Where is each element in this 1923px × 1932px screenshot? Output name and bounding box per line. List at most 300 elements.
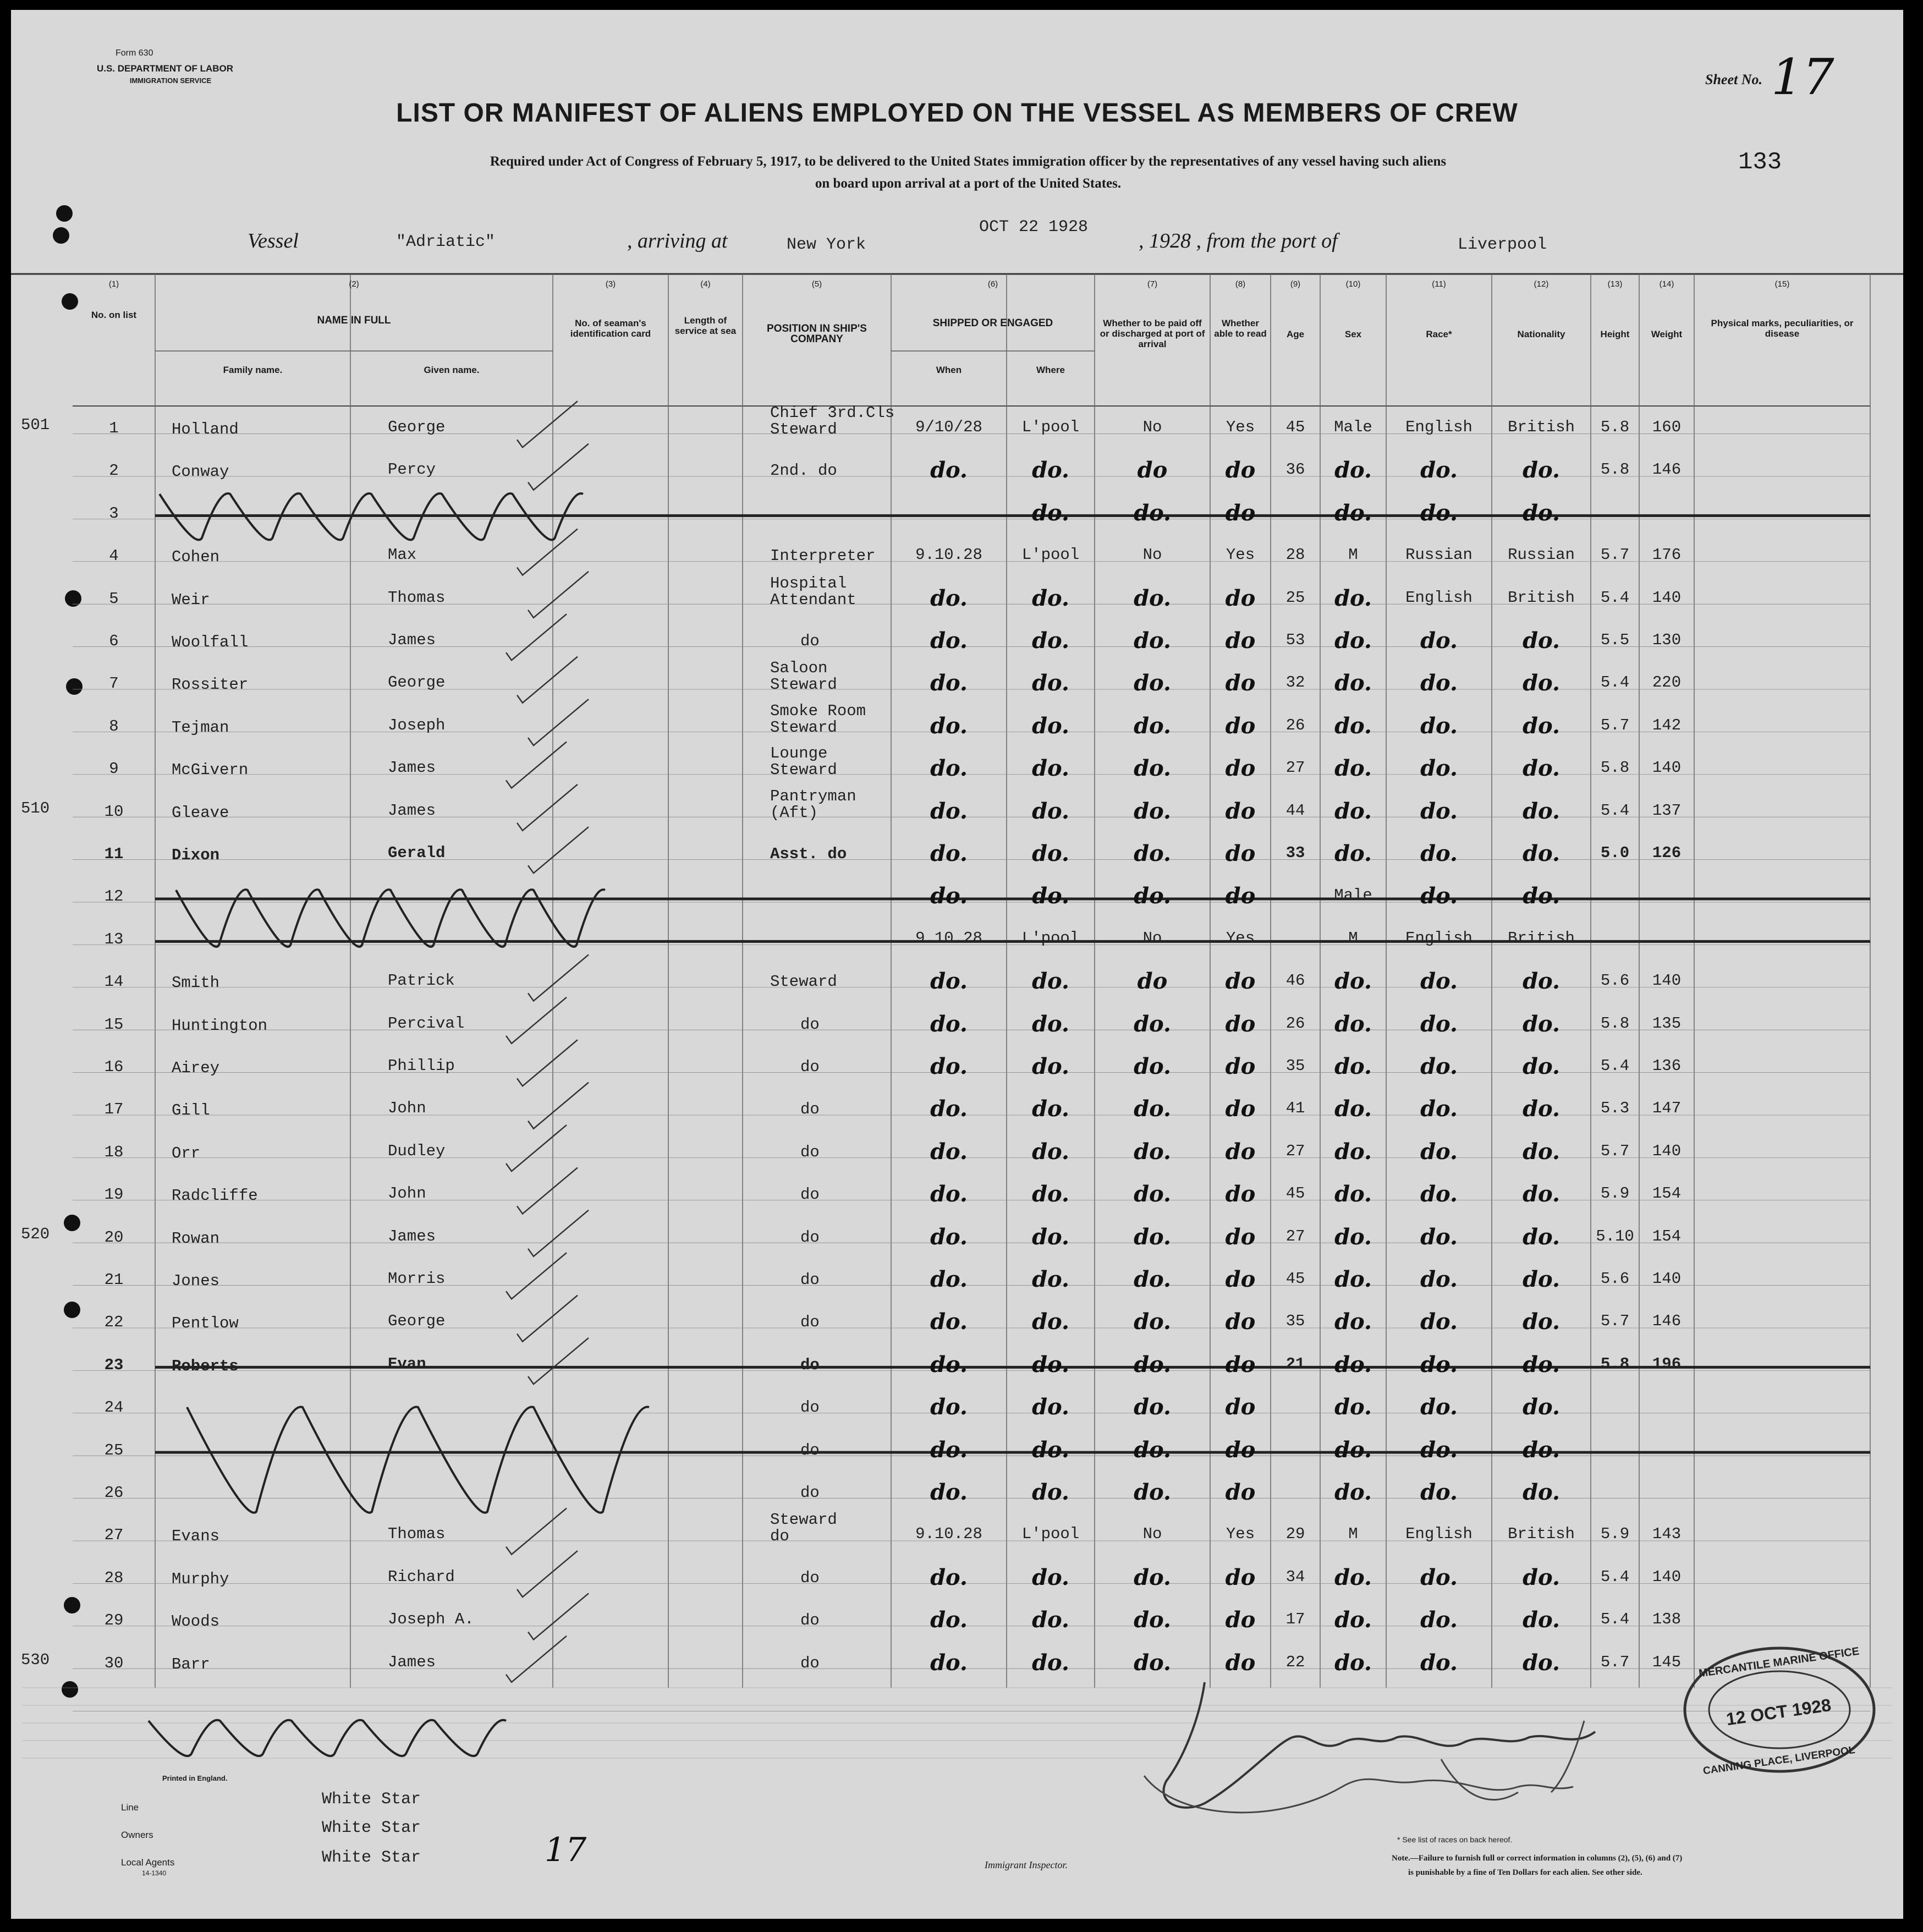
cell-nationality: do. <box>1523 1138 1560 1165</box>
cell-position: do <box>800 1228 820 1247</box>
cell-race: do. <box>1420 1479 1458 1505</box>
cell-sex: do. <box>1334 585 1372 611</box>
cell-family: Rowan <box>172 1229 220 1248</box>
penalty-note-1: Note.—Failure to furnish full or correct information in columns (2), (5), (6) and (7) <box>1392 1854 1683 1863</box>
cell-age: 46 <box>1285 972 1305 990</box>
cell-height: 5.8 <box>1600 460 1630 479</box>
page-number: 133 <box>1738 149 1782 176</box>
cell-weight: 154 <box>1652 1227 1682 1245</box>
cell-weight: 147 <box>1652 1099 1682 1118</box>
cell-read: do <box>1225 755 1256 782</box>
cell-race: do. <box>1420 1564 1458 1590</box>
cell-nationality: Russian <box>1508 546 1575 564</box>
cell-family: Woolfall <box>172 633 249 651</box>
cell-where: do. <box>1032 500 1069 526</box>
cell-paid: do. <box>1134 1649 1171 1676</box>
cell-nationality: do. <box>1523 457 1560 484</box>
cell-weight: 140 <box>1652 972 1682 990</box>
cell-age: 17 <box>1285 1610 1305 1629</box>
cell-when: do. <box>930 457 968 484</box>
cell-race: do. <box>1420 712 1458 739</box>
cell-weight: 160 <box>1652 418 1682 436</box>
cell-where: do. <box>1032 1053 1069 1079</box>
cell-age: 22 <box>1285 1653 1305 1671</box>
cell-paid: do. <box>1134 628 1171 654</box>
cell-weight: 196 <box>1652 1354 1682 1373</box>
cell-no: 15 <box>104 1015 124 1034</box>
cell-family: Dixon <box>172 846 220 864</box>
cell-no: 7 <box>109 674 119 693</box>
stamp-top: MERCANTILE MARINE OFFICE <box>1697 1645 1860 1680</box>
cell-position: do <box>800 1313 820 1332</box>
cell-where: do. <box>1032 1096 1069 1122</box>
cell-age: 26 <box>1285 1014 1305 1033</box>
cell-no: 8 <box>109 717 119 736</box>
cell-sex: do. <box>1334 755 1372 782</box>
owners-value: White Star <box>322 1819 421 1837</box>
column-header: No. of seaman's identification card <box>570 318 651 339</box>
column-header: (9) <box>1290 279 1301 289</box>
cell-sex: do. <box>1334 1649 1372 1676</box>
cell-when: 9.10.28 <box>915 1525 982 1544</box>
cell-weight: 176 <box>1652 546 1682 564</box>
cell-height: 5.8 <box>1600 1014 1630 1033</box>
cell-given: James <box>388 759 436 777</box>
cell-no: 18 <box>104 1143 124 1161</box>
cell-position2: Steward <box>770 420 837 438</box>
cell-sex: M <box>1348 546 1358 564</box>
cell-sex: do. <box>1334 1436 1372 1463</box>
cell-where: do. <box>1032 1436 1069 1463</box>
cell-race: do. <box>1420 798 1458 824</box>
cell-age: 53 <box>1285 631 1305 649</box>
cell-when: do. <box>930 628 968 654</box>
agents-value: White Star <box>322 1848 421 1867</box>
margin-number: 530 <box>21 1650 50 1669</box>
margin-number: 520 <box>21 1225 50 1243</box>
cell-weight: 140 <box>1652 759 1682 777</box>
stamp-bottom: CANNING PLACE, LIVERPOOL <box>1702 1744 1856 1777</box>
cell-position: do <box>800 1484 820 1502</box>
cell-position: do <box>800 1355 820 1374</box>
subtitle-line1: Required under Act of Congress of February 5, 1917, to be delivered to the United States immigration officer by the representatives of any vessel having such aliens <box>490 154 1447 169</box>
cell-read: do <box>1225 457 1256 484</box>
cell-age: 32 <box>1285 673 1305 692</box>
cell-family: Barr <box>172 1655 210 1673</box>
cell-height: 5.7 <box>1600 716 1630 734</box>
cell-no: 23 <box>104 1355 124 1374</box>
agents-label: Local Agents <box>121 1857 175 1868</box>
cell-when: do. <box>930 1096 968 1122</box>
cell-when: do. <box>930 1223 968 1250</box>
cell-paid: do. <box>1134 670 1171 696</box>
cell-where: do. <box>1032 968 1069 995</box>
cell-race: do. <box>1420 841 1458 866</box>
cell-position: Pantryman <box>770 787 856 805</box>
cell-race: do. <box>1420 883 1458 909</box>
cell-sex: do. <box>1334 1564 1372 1590</box>
cell-paid: No <box>1142 929 1162 947</box>
cell-when: 9.10.28 <box>915 546 982 564</box>
column-header: (5) <box>811 279 822 289</box>
cell-paid: do. <box>1134 798 1171 824</box>
cell-paid: do. <box>1134 1011 1171 1037</box>
cell-age: 26 <box>1285 716 1305 734</box>
column-header: (14) <box>1659 279 1674 289</box>
cell-age: 21 <box>1285 1354 1305 1373</box>
cell-race: do. <box>1420 1266 1458 1292</box>
cell-no: 29 <box>104 1611 124 1630</box>
cell-height: 5.7 <box>1600 546 1630 564</box>
cell-position: do <box>800 1441 820 1459</box>
cell-height: 5.9 <box>1600 1184 1630 1203</box>
cell-where: do. <box>1032 798 1069 824</box>
cell-given: Thomas <box>388 588 446 607</box>
cell-sex: do. <box>1334 712 1372 739</box>
cell-no: 27 <box>104 1526 124 1545</box>
cell-no: 13 <box>104 930 124 948</box>
cell-race: do. <box>1420 670 1458 696</box>
cell-no: 2 <box>109 462 119 480</box>
cell-paid: do. <box>1134 883 1171 909</box>
cell-where: do. <box>1032 1138 1069 1165</box>
cell-no: 25 <box>104 1441 124 1459</box>
cell-read: do <box>1225 670 1256 696</box>
cell-sex: do. <box>1334 1351 1372 1377</box>
cell-read: do <box>1225 1351 1256 1377</box>
cell-given: Percival <box>388 1014 465 1033</box>
cell-family: Evans <box>172 1527 220 1546</box>
cell-no: 22 <box>104 1313 124 1332</box>
inspector-signature <box>1133 1677 1650 1831</box>
cell-where: do. <box>1032 670 1069 696</box>
cell-read: do <box>1225 712 1256 739</box>
cell-age: 27 <box>1285 1227 1305 1245</box>
cell-height: 5.4 <box>1600 801 1630 820</box>
cell-paid: do. <box>1134 841 1171 866</box>
date-stamp: OCT 22 1928 <box>979 218 1089 237</box>
cell-nationality: do. <box>1523 1479 1560 1505</box>
cell-given: Richard <box>388 1567 455 1586</box>
column-header: Given name. <box>424 365 480 375</box>
cell-when: do. <box>930 1649 968 1676</box>
cell-sex: do. <box>1334 1309 1372 1335</box>
cell-position2: do <box>770 1527 789 1546</box>
cell-nationality: do. <box>1523 755 1560 782</box>
cell-given: Joseph A. <box>388 1610 474 1629</box>
cell-where: do. <box>1032 1394 1069 1420</box>
cell-paid: do. <box>1134 1053 1171 1079</box>
cell-nationality: do. <box>1523 1351 1560 1377</box>
cell-position: Chief 3rd.Cls <box>770 404 895 422</box>
cell-sex: M <box>1348 1525 1358 1544</box>
cell-no: 21 <box>104 1271 124 1289</box>
cell-weight: 135 <box>1652 1014 1682 1033</box>
cell-age: 29 <box>1285 1525 1305 1544</box>
cell-position: Steward <box>770 973 837 991</box>
cell-given: Max <box>388 546 417 564</box>
cell-read: do <box>1225 1564 1256 1590</box>
column-header: (13) <box>1607 279 1623 289</box>
cell-given: Joseph <box>388 716 446 734</box>
cell-position: do <box>800 1143 820 1161</box>
cell-paid: do. <box>1134 712 1171 739</box>
cell-race: do. <box>1420 1138 1458 1165</box>
cell-race: do. <box>1420 1096 1458 1122</box>
cell-nationality: do. <box>1523 1649 1560 1676</box>
column-header: (11) <box>1432 279 1446 289</box>
cell-race: English <box>1405 418 1473 436</box>
cell-paid: do. <box>1134 1564 1171 1590</box>
cell-nationality: do. <box>1523 1309 1560 1335</box>
cell-no: 3 <box>109 504 119 523</box>
column-header: Length of service at sea <box>674 315 737 336</box>
cell-height: 5.9 <box>1600 1525 1630 1544</box>
cell-paid: do. <box>1134 1181 1171 1208</box>
cell-position: do <box>800 1015 820 1034</box>
year-label: , 1928 , from the port of <box>1139 229 1338 253</box>
cell-given: Morris <box>388 1270 446 1288</box>
cell-race: do. <box>1420 1053 1458 1079</box>
cell-read: do <box>1225 1053 1256 1079</box>
cell-sex: Male <box>1334 418 1372 436</box>
cell-race: do. <box>1420 628 1458 654</box>
cell-weight: 138 <box>1652 1610 1682 1629</box>
cell-nationality: do. <box>1523 968 1560 995</box>
cell-race: do. <box>1420 457 1458 484</box>
cell-read: do <box>1225 1649 1256 1676</box>
cell-sex: do. <box>1334 1011 1372 1037</box>
column-header: Whether able to read <box>1214 318 1267 339</box>
cell-where: do. <box>1032 1309 1069 1335</box>
cell-given: George <box>388 673 446 692</box>
cell-height: 5.6 <box>1600 1270 1630 1288</box>
printed-in: Printed in England. <box>162 1774 228 1782</box>
cell-given: John <box>388 1184 426 1203</box>
cell-height: 5.8 <box>1600 759 1630 777</box>
cell-no: 1 <box>109 419 119 437</box>
cell-family: Cohen <box>172 548 220 567</box>
cell-paid: do. <box>1134 1479 1171 1505</box>
cell-given: James <box>388 631 436 649</box>
race-note: * See list of races on back hereof. <box>1397 1835 1513 1844</box>
cell-height: 5.5 <box>1600 631 1630 649</box>
column-header: Age <box>1286 329 1305 339</box>
cell-given: Thomas <box>388 1525 446 1544</box>
cell-nationality: do. <box>1523 1436 1560 1463</box>
cell-height: 5.4 <box>1600 673 1630 692</box>
cell-given: James <box>388 1227 436 1245</box>
cell-position: Steward <box>770 1511 837 1529</box>
cell-height: 5.10 <box>1596 1227 1634 1245</box>
cell-position: do <box>800 1185 820 1204</box>
cell-paid: do <box>1137 968 1168 995</box>
cell-position: do <box>800 1058 820 1076</box>
cell-no: 14 <box>104 973 124 991</box>
cell-weight: 146 <box>1652 1312 1682 1331</box>
agents-code: 14-1340 <box>142 1869 167 1877</box>
cell-no: 5 <box>109 589 119 608</box>
cell-no: 9 <box>109 760 119 778</box>
cell-weight: 136 <box>1652 1057 1682 1075</box>
cell-read: Yes <box>1226 929 1255 947</box>
cell-age: 28 <box>1285 546 1305 564</box>
cell-where: do. <box>1032 1351 1069 1377</box>
cell-no: 10 <box>104 802 124 821</box>
cell-nationality: do. <box>1523 1223 1560 1250</box>
column-header: Physical marks, peculiarities, or disease <box>1711 318 1854 339</box>
cell-family: Conway <box>172 463 229 481</box>
cell-nationality: British <box>1508 1525 1575 1544</box>
column-header: Height <box>1600 329 1630 339</box>
cell-read: do <box>1225 1479 1256 1505</box>
cell-height: 5.7 <box>1600 1141 1630 1160</box>
cell-position: do <box>800 1398 820 1417</box>
cell-no: 17 <box>104 1100 124 1119</box>
cell-family: Holland <box>172 420 239 438</box>
cell-family: Pentlow <box>172 1314 239 1333</box>
column-header: (1) <box>108 279 119 289</box>
service: IMMIGRATION SERVICE <box>129 76 212 85</box>
cell-age: 35 <box>1285 1312 1305 1331</box>
cell-where: do. <box>1032 457 1069 484</box>
cell-no: 11 <box>104 845 124 863</box>
cell-given: Evan <box>388 1354 426 1373</box>
cell-family: Rossiter <box>172 676 249 694</box>
sheet-number: 17 <box>1771 48 1834 106</box>
cell-when: do. <box>930 1138 968 1165</box>
cell-age: 45 <box>1285 418 1305 436</box>
cell-no: 26 <box>104 1484 124 1502</box>
cell-height: 5.3 <box>1600 1099 1630 1118</box>
cell-age: 41 <box>1285 1099 1305 1118</box>
column-header: (6) <box>987 279 998 289</box>
cell-position2: Steward <box>770 761 837 780</box>
cell-family: Gill <box>172 1101 210 1120</box>
cell-sex: do. <box>1334 1138 1372 1165</box>
cell-when: do. <box>930 1394 968 1420</box>
cell-read: Yes <box>1226 418 1255 436</box>
cell-sex: do. <box>1334 968 1372 995</box>
owners-label: Owners <box>121 1830 153 1840</box>
arriving-label: , arriving at <box>627 229 728 253</box>
margin-number: 501 <box>21 416 50 434</box>
cell-paid: do. <box>1134 1096 1171 1122</box>
cell-where: do. <box>1032 1266 1069 1292</box>
cell-race: do. <box>1420 968 1458 995</box>
cell-race: English <box>1405 929 1473 947</box>
cell-height: 5.0 <box>1600 844 1630 862</box>
department: U.S. DEPARTMENT OF LABOR <box>96 63 234 74</box>
cell-paid: do. <box>1134 585 1171 611</box>
cell-when: do. <box>930 670 968 696</box>
cell-given: Percy <box>388 460 436 479</box>
cell-paid: do. <box>1134 1266 1171 1292</box>
cell-weight: 220 <box>1652 673 1682 692</box>
cell-no: 24 <box>104 1398 124 1417</box>
cell-family: Murphy <box>172 1569 229 1588</box>
cell-read: do <box>1225 628 1256 654</box>
cell-nationality: do. <box>1523 1266 1560 1292</box>
cell-family: McGivern <box>172 761 249 780</box>
cell-paid: do. <box>1134 1436 1171 1463</box>
cell-nationality: do. <box>1523 798 1560 824</box>
cancel-squiggle <box>187 1407 649 1513</box>
cell-age: 36 <box>1285 460 1305 479</box>
cell-height: 5.4 <box>1600 1057 1630 1075</box>
cell-height: 5.7 <box>1600 1653 1630 1671</box>
arriving-port: New York <box>787 235 866 254</box>
cell-paid: do. <box>1134 1309 1171 1335</box>
column-header: Family name. <box>223 365 283 375</box>
cell-family: Weir <box>172 590 210 609</box>
cell-position: Hospital <box>770 574 847 592</box>
cell-no: 12 <box>104 887 124 906</box>
cell-where: do. <box>1032 1223 1069 1250</box>
cell-family: Woods <box>172 1612 220 1631</box>
cell-height: 5.4 <box>1600 1567 1630 1586</box>
cell-where: L'pool <box>1021 418 1080 436</box>
cell-when: do. <box>930 1309 968 1335</box>
inspector-label: Immigrant Inspector. <box>985 1859 1068 1870</box>
column-header: (3) <box>605 279 616 289</box>
cell-no: 28 <box>104 1568 124 1587</box>
cell-when: do. <box>930 1266 968 1292</box>
cell-where: do. <box>1032 585 1069 611</box>
cell-when: do. <box>930 1564 968 1590</box>
cell-paid: No <box>1142 418 1162 436</box>
cell-nationality: do. <box>1523 1607 1560 1633</box>
cell-given: Gerald <box>388 844 446 862</box>
column-header: SHIPPED OR ENGAGED <box>932 317 1053 329</box>
column-header: (7) <box>1147 279 1158 289</box>
from-port: Liverpool <box>1458 235 1547 254</box>
cell-nationality: British <box>1508 929 1575 947</box>
cell-weight: 126 <box>1652 844 1682 862</box>
cell-age: 33 <box>1285 844 1305 862</box>
form-number: Form 630 <box>116 48 153 58</box>
cell-position2: Steward <box>770 718 837 737</box>
cell-read: do <box>1225 1138 1256 1165</box>
cell-height: 5.6 <box>1600 972 1630 990</box>
column-header: Where <box>1036 365 1065 375</box>
cell-when: 9/10/28 <box>915 418 982 436</box>
cell-race: do. <box>1420 1351 1458 1377</box>
cell-sex: do. <box>1334 500 1372 526</box>
cell-where: do. <box>1032 755 1069 782</box>
cell-position: do <box>800 1611 820 1630</box>
cell-given: James <box>388 801 436 820</box>
cell-position: Saloon <box>770 659 828 678</box>
cell-position2: (Aft) <box>770 803 818 822</box>
cell-read: do <box>1225 1181 1256 1208</box>
cell-race: do. <box>1420 1011 1458 1037</box>
cell-sex: do. <box>1334 1607 1372 1633</box>
cell-family: Roberts <box>172 1357 239 1375</box>
cell-height: 5.8 <box>1600 1354 1630 1373</box>
cell-race: do. <box>1420 1394 1458 1420</box>
handwritten-sheet-no: 17 <box>545 1831 587 1869</box>
column-header: (4) <box>700 279 711 289</box>
cell-weight: 143 <box>1652 1525 1682 1544</box>
cell-family: Jones <box>172 1272 220 1290</box>
cell-race: do. <box>1420 755 1458 782</box>
cell-weight: 140 <box>1652 1567 1682 1586</box>
column-header: (15) <box>1774 279 1790 289</box>
cell-family: Orr <box>172 1144 201 1162</box>
cell-age: 45 <box>1285 1270 1305 1288</box>
cell-sex: Male <box>1334 886 1372 905</box>
